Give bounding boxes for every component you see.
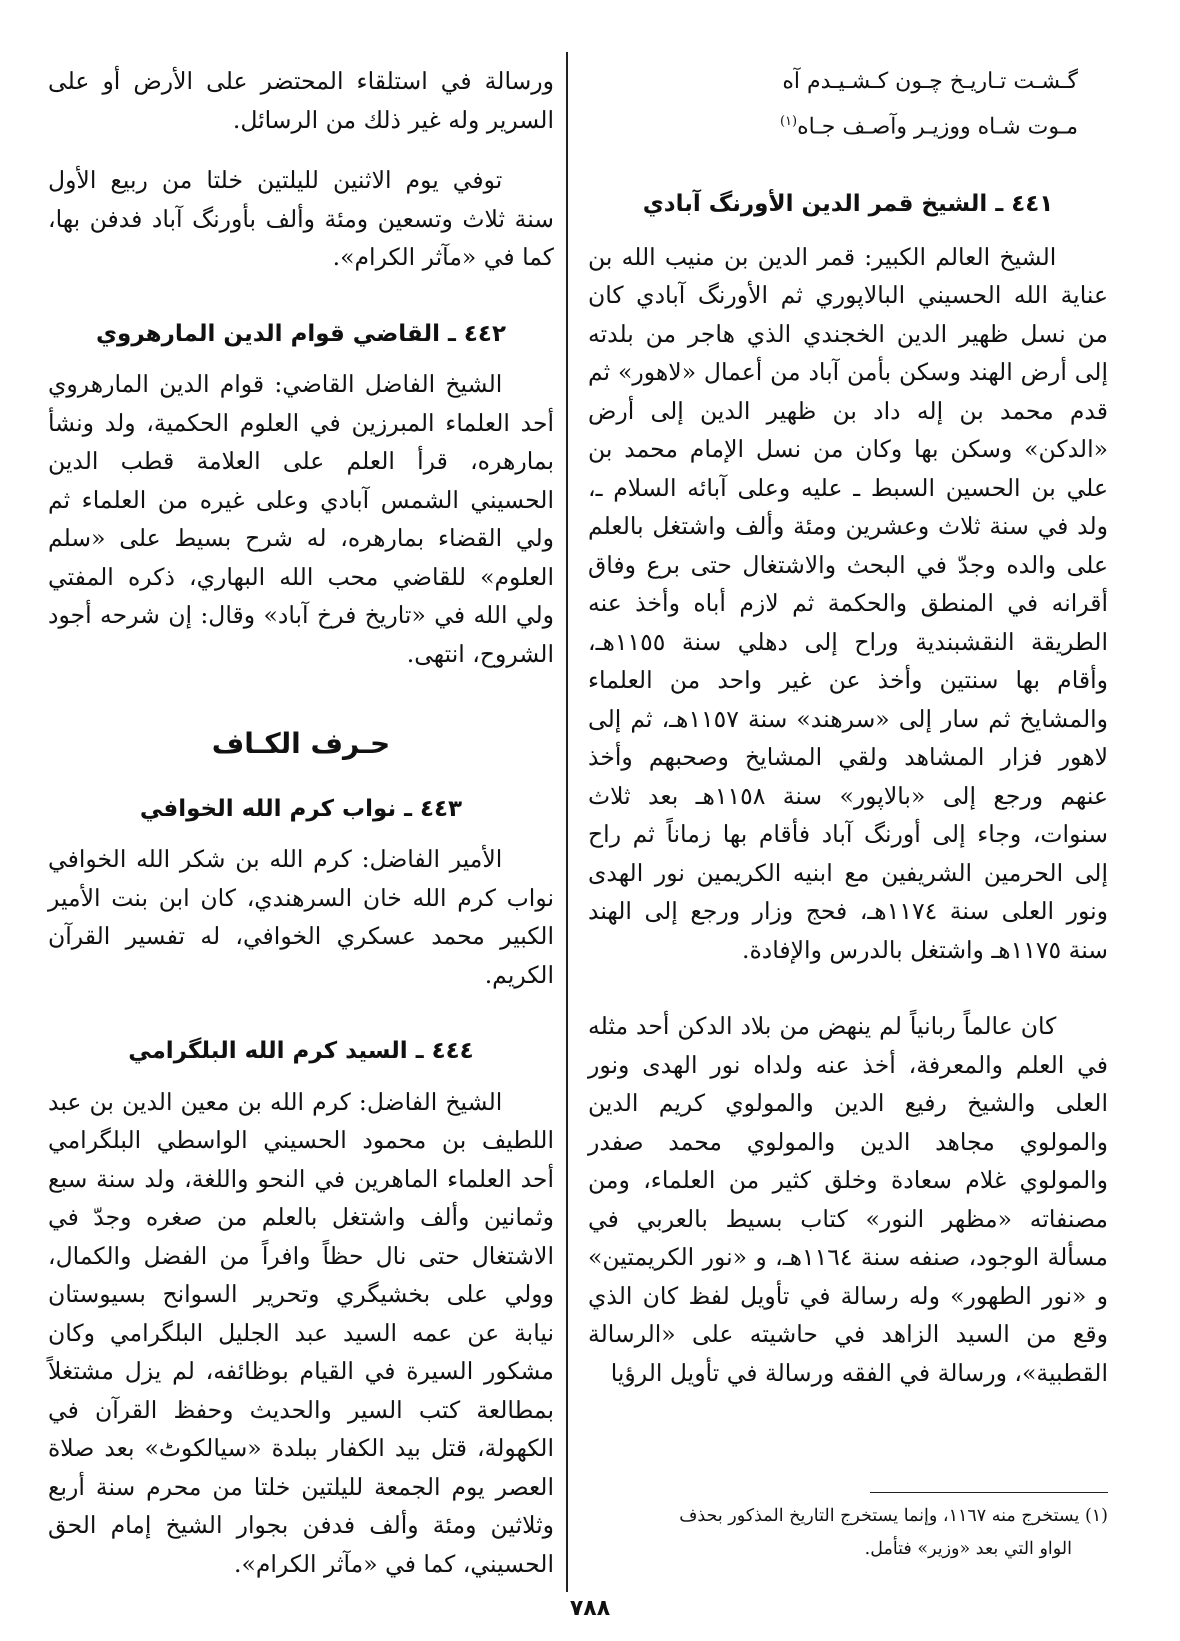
- spacer: [48, 1071, 554, 1083]
- footnote-line-1: [588, 1500, 1108, 1533]
- entry-441-paragraph-2: كان عالماً ربانياً لم ينهض من بلاد الدكن أحد مثله في العلم والمعرفة، أخذ عنه ولداه نور الهدى ونور العلى والشيخ رفيع الدين والمولوي كريم الدين والمولوي مجاهد الدين والمولوي محمد صفدر والمولوي غلام سعادة وخلق كثير من العلماء، ومن مصنفاته «مظهر النور» كتاب بسيط بالعربي في مسألة الوجود، صنفه سنة ١١٦٤هـ، و «نور الكريمتين» و «نور الطهور» وله رسالة في تأويل لفظ كان الذي وقع من السيد الزاهد في حاشيته على «الرسالة القطبية»، ورسالة في الفقه ورسالة في تأويل الرؤيا: [588, 1012, 1108, 1387]
- spacer: [588, 969, 1108, 1007]
- spacer: [48, 277, 554, 315]
- footnote-text-2: الواو التي بعد «وزير» فتأمل.: [864, 1539, 1072, 1559]
- death-paragraph: توفي يوم الاثنين لليلتين خلتا من ربيع الأول سنة ثلاث وتسعين ومئة وألف بأورنگ آباد فدفن بها، كما في «مآثر الكرام».: [48, 166, 554, 271]
- verse-line-1: گـشـت تـاريـخ چـون كـشـيـدم آه: [782, 69, 1078, 94]
- spacer: [48, 994, 554, 1032]
- footnote: [588, 1500, 1108, 1566]
- verse-line-2-text: مـوت شـاه ووزيـر وآصـف جـاه: [797, 114, 1078, 140]
- page-number: ٧٨٨: [569, 1596, 611, 1621]
- footnote-marker: (١): [1084, 1506, 1108, 1526]
- spacer: [48, 353, 554, 365]
- entry-443-title: ٤٤٣ ـ نواب كرم الله الخوافي: [139, 795, 463, 822]
- spacer: [48, 673, 554, 725]
- persian-verse: [588, 62, 1108, 147]
- spacer: [588, 224, 1108, 238]
- footnote-text-1: يستخرج منه ١١٦٧، وإنما يستخرج التاريخ المذكور بحذف: [679, 1506, 1080, 1526]
- spacer: [48, 139, 554, 161]
- entry-442-title: ٤٤٢ ـ القاضي قوام الدين المارهروي: [95, 320, 507, 347]
- right-column: [588, 62, 1108, 1392]
- footnote-rule: [870, 1492, 1108, 1493]
- footnote-reference: (١): [779, 114, 798, 129]
- spacer: [48, 764, 554, 790]
- entry-444-title: ٤٤٤ ـ السيد كرم الله البلگرامي: [128, 1038, 474, 1064]
- entry-441-title: ٤٤١ ـ الشيخ قمر الدين الأورنگ آبادي: [642, 191, 1054, 218]
- entry-444-paragraph: الشيخ الفاضل: كرم الله بن معين الدين بن عبد اللطيف بن محمود الحسيني الواسطي البلگرامي أحد العلماء الماهرين في النحو واللغة، ولد سنة سبع وثمانين وألف واشتغل بالعلم من صغره وجدّ في الاشتغال حتى نال حظاً وافراً من الفضل والكمال، وولي على بخشيگري وتحرير السوانح بسيوستان نيابة عن عمه السيد عبد الجليل البلگرامي وكان مشكور السيرة في القيام بوظائفه، لم يزل مشتغلاً بمطالعة كتب السير والحديث وحفظ القرآن في الكهولة، قتل بيد الكفار ببلدة «سيالكوٹ» بعد صلاة العصر يوم الجمعة لليلتين خلتا من محرم سنة أربع وثلاثين ومئة وألف فدفن بجوار الشيخ إمام الحق الحسيني، كما في «مآثر الكرام».: [48, 1087, 554, 1578]
- spacer: [48, 828, 554, 840]
- entry-443-paragraph: الأمير الفاضل: كرم الله بن شكر الله الخوافي نواب كرم الله خان السرهندي، كان ابن بنت الأمير الكبير محمد عسكري الخوافي، له تفسير القرآن الكريم.: [48, 845, 554, 989]
- entry-441-paragraph-1: الشيخ العالم الكبير: قمر الدين بن منيب الله بن عناية الله الحسيني البالاپوري ثم الأورنگ آبادي كان من نسل ظهير الدين الخجندي الذي هاجر من بلدته إلى أرض الهند وسكن بأمن آباد من أعمال «لاهور» ثم قدم محمد بن إله داد بن ظهير الدين إلى أرض «الدكن» وسكن بها وكان من نسل الإمام محمد بن علي بن الحسين السبط ـ عليه وعلى آبائه السلام ـ، ولد في سنة ثلاث وعشرين ومئة وألف واشتغل بالعلم على والده وجدّ في البحث والاشتغال حتى برع وفاق أقرانه في المنطق والحكمة ثم لازم أباه وأخذ عنه الطريقة النقشبندية وراح إلى دهلي سنة ١١٥٥هـ، وأقام بها سنتين وأخذ عن غير واحد من العلماء والمشايخ ثم سار إلى «سرهند» سنة ١١٥٧هـ، ثم إلى لاهور فزار المشاهد ولقي المشايخ وصحبهم وأخذ عنهم ورجع إلى «بالاپور» سنة ١١٥٨هـ بعد ثلاث سنوات، وجاء إلى أورنگ آباد فأقام بها زماناً ثم راح إلى الحرمين الشريفين مع ابنيه الكريمين نور الهدى ونور العلى سنة ١١٧٤هـ، فحج وزار ورجع إلى الهند سنة ١١٧٥هـ واشتغل بالدرس والإفادة.: [588, 242, 1108, 964]
- left-column: [48, 62, 554, 1583]
- spacer: [588, 147, 1108, 185]
- chapter-title: حـرف الكـاف: [211, 727, 391, 760]
- column-divider: [566, 52, 568, 1592]
- verse-line-2: [588, 102, 1078, 147]
- entry-442-paragraph: الشيخ الفاضل القاضي: قوام الدين المارهروي أحد العلماء المبرزين في العلوم الحكمية، ولد ونشأ بمارهره، قرأ العلم على العلامة قطب الدين الحسيني الشمس آبادي وعلى غيره من العلماء ثم ولي القضاء بمارهره، له شرح بسيط على «سلم العلوم» للقاضي محب الله البهاري، ذكره المفتي ولي الله في «تاريخ فرخ آباد» وقال: إن شرحه أجود الشروح، انتهى.: [48, 370, 554, 668]
- continuation-paragraph: ورسالة في استلقاء المحتضر على الأرض أو على السرير وله غير ذلك من الرسائل.: [48, 67, 554, 134]
